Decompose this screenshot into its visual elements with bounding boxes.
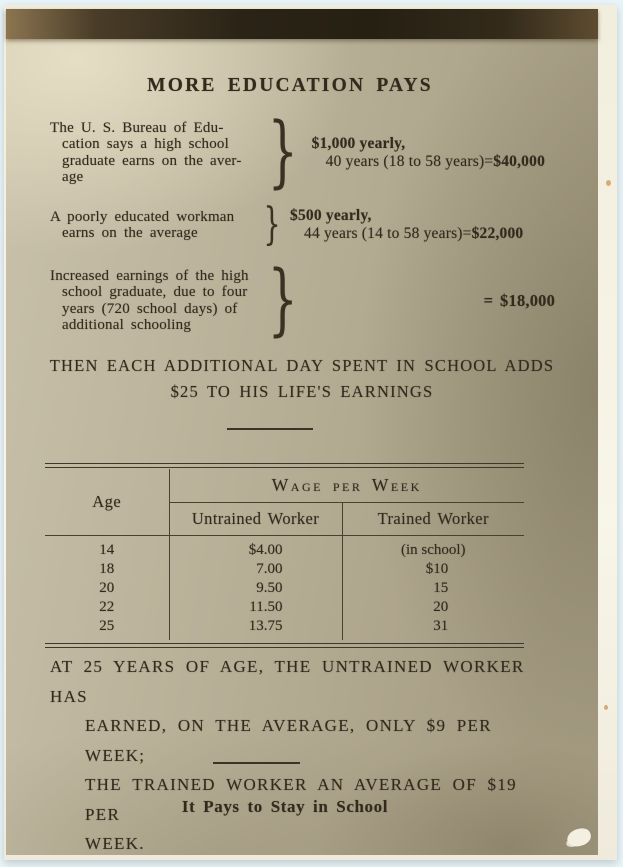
block-left-text <box>50 268 256 334</box>
table-bottom-rule <box>45 643 524 648</box>
earnings-block-uneducated <box>50 199 524 250</box>
total-amount: $18,000 <box>500 290 556 310</box>
page-title: MORE EDUCATION PAYS <box>147 75 433 96</box>
total-amount: $40,000 <box>493 152 546 170</box>
statement-line: WEEK. <box>85 834 145 853</box>
photo-damage-chip <box>565 826 593 849</box>
text-line: years (720 school days) of <box>62 300 238 317</box>
block-left-text <box>50 120 256 186</box>
statement-comparison <box>50 652 558 859</box>
divider-rule <box>213 762 300 764</box>
wage-table-section <box>45 463 524 648</box>
equals-sign: = <box>483 290 495 310</box>
column-header-trained: Trained Worker <box>342 503 524 536</box>
table-row <box>45 598 524 617</box>
untrained-wage-cell: 7.00 <box>169 560 342 579</box>
trained-wage-cell: 31 <box>433 618 449 634</box>
brace-glyph: } <box>267 107 298 197</box>
trained-wage-cell: (in school) <box>400 542 466 558</box>
text-line: The U. S. Bureau of Edu- <box>50 119 224 136</box>
statement-line: AT 25 YEARS OF AGE, THE UNTRAINED WORKER HAS <box>50 657 525 706</box>
trained-wage-cell: 20 <box>433 599 449 615</box>
column-header-age: Age <box>45 469 169 536</box>
block-right-text <box>480 292 555 310</box>
statement-line: THEN EACH ADDITIONAL DAY SPENT IN SCHOOL ADDS <box>49 356 555 375</box>
photo-stain <box>604 705 608 710</box>
text-line: A poorly educated workman <box>50 208 235 225</box>
footer-slogan: It Pays to Stay in School <box>181 797 389 816</box>
years-span: 44 years (14 to 58 years)= <box>304 225 472 243</box>
lifetime-total-line <box>312 153 545 171</box>
table-row <box>45 560 524 579</box>
brace-glyph: } <box>263 199 281 250</box>
poster-photo <box>6 9 598 855</box>
total-amount: $22,000 <box>471 225 524 243</box>
block-left-text <box>50 209 256 242</box>
statement-line: $25 TO HIS LIFE'S EARNINGS <box>170 382 434 401</box>
column-header-untrained: Untrained Worker <box>169 503 342 536</box>
untrained-wage-cell: $4.00 <box>169 536 342 561</box>
text-line: graduate earns on the aver- <box>62 152 242 169</box>
text-line: school graduate, due to four <box>62 284 248 301</box>
age-cell: 20 <box>45 579 169 598</box>
age-cell: 18 <box>45 560 169 579</box>
earnings-block-high-school <box>50 107 546 197</box>
table-top-rule <box>45 463 524 468</box>
age-cell: 22 <box>45 598 169 617</box>
age-cell: 14 <box>45 536 169 561</box>
untrained-wage-cell: 9.50 <box>169 579 342 598</box>
text-line: additional schooling <box>62 317 192 334</box>
years-span: 40 years (18 to 58 years)= <box>325 152 494 170</box>
block-right-text <box>286 207 523 243</box>
block-right-text <box>308 135 545 171</box>
statement-additional-day <box>6 353 598 405</box>
yearly-rate: $500 yearly, <box>290 207 372 225</box>
age-cell: 25 <box>45 617 169 640</box>
trained-wage-cell: 15 <box>433 580 449 596</box>
text-line: earns on the average <box>62 225 198 242</box>
statement-line: EARNED, ON THE AVERAGE, ONLY $9 PER WEEK; <box>85 716 492 765</box>
photo-stain <box>606 180 611 186</box>
earnings-block-difference <box>50 255 556 345</box>
statement-line: THE TRAINED WORKER AN AVERAGE OF $19 PER <box>85 775 517 824</box>
brace-glyph: } <box>267 255 298 345</box>
photo-dark-band <box>6 9 598 39</box>
wage-table <box>45 469 524 640</box>
table-row <box>45 579 524 598</box>
divider-rule <box>227 428 313 430</box>
untrained-wage-cell: 13.75 <box>169 617 342 640</box>
photo-paper-border <box>4 5 617 860</box>
yearly-rate: $1,000 yearly, <box>311 134 406 152</box>
text-line: age <box>62 169 84 186</box>
column-group-header-wage: Wage per Week <box>169 469 524 503</box>
table-row <box>45 536 524 561</box>
lifetime-total-line <box>290 225 523 243</box>
table-row <box>45 617 524 640</box>
trained-wage-cell: $10 <box>425 561 449 577</box>
untrained-wage-cell: 11.50 <box>169 598 342 617</box>
text-line: cation says a high school <box>62 136 229 153</box>
text-line: Increased earnings of the high <box>50 267 249 284</box>
